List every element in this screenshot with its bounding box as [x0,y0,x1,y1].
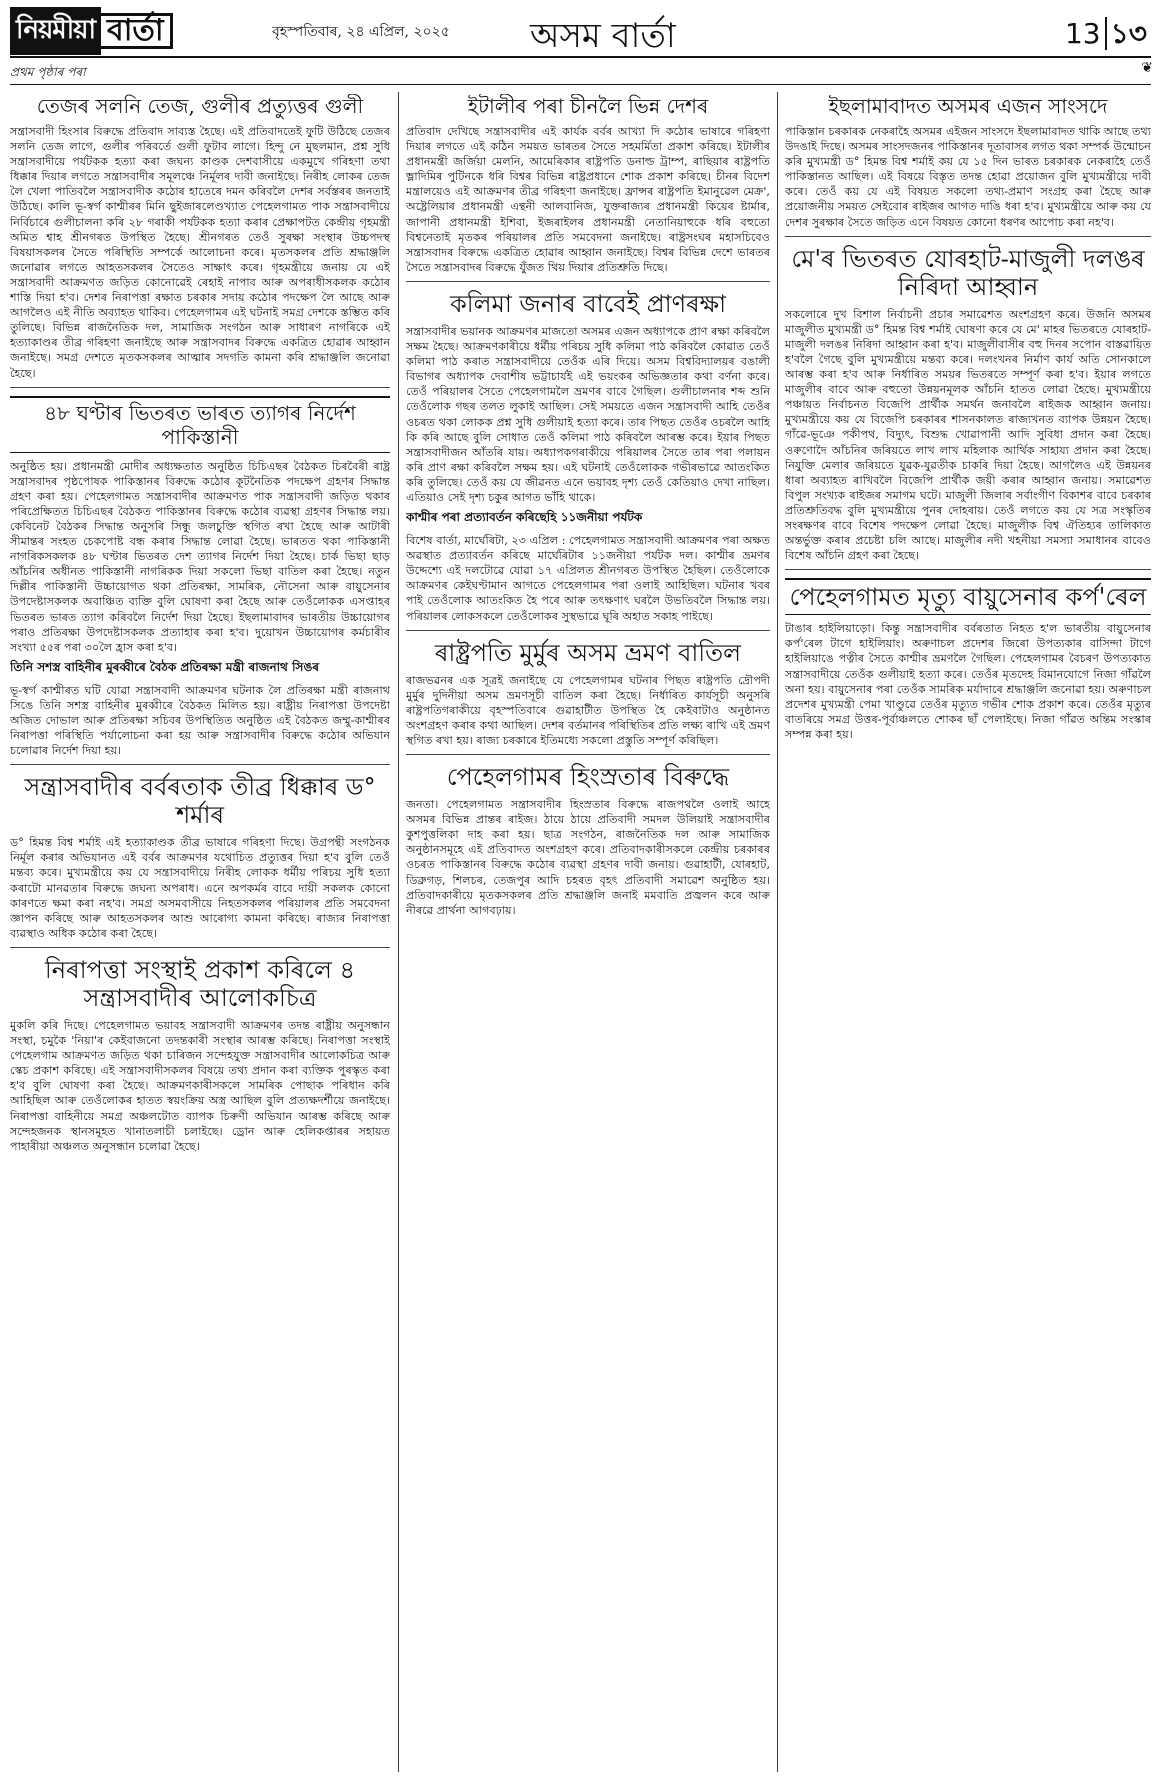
article-body: প্ৰতিবাদ দেখিছে সন্ত্ৰাসবাদীৰ এই কাৰ্যক বৰ্বৰ আখ্যা দি কঠোৰ ভাষাৰে গৰিহণা দিয়াৰ লগতে এই কঠিন সময়ত ভাৰতৰ সৈতে সহমৰ্মিতা প্ৰকাশ কৰিছে। ইটালীৰ প্ৰধানমন্ত্ৰী জৰ্জিয়া মেলনি, আমেৰিকাৰ ৰাষ্ট্ৰপতি ডনাল্ড ট্ৰাম্প, ৰাছিয়াৰ ৰাষ্ট্ৰপতি ভ্লাদিমিৰ পুটিনকে ধৰি বিশ্বৰ বিভিন্ন ৰাষ্ট্ৰপ্ৰধানে শোক প্ৰকাশ কৰিছে। চীনৰ বিদেশ মন্ত্ৰালয়েও এই আক্ৰমণৰ তীব্ৰ গৰিহণা জনাইছে। ফ্ৰান্সৰ ৰাষ্ট্ৰপতি ইমানুৱেল মেক্ৰ', অষ্ট্ৰেলিয়াৰ প্ৰধানমন্ত্ৰী এন্থনী আলবানিজ, যুক্তৰাজ্যৰ প্ৰধানমন্ত্ৰী কিয়েৰ ষ্টাৰ্মাৰ, জাপানী প্ৰধানমন্ত্ৰী ইশিবা, ইজৰাইলৰ প্ৰধানমন্ত্ৰী নেতানিয়াহুকে ধৰি বহুতো বিশ্বনেতাই মৃতকৰ পৰিয়ালৰ প্ৰতি সমবেদনা জনাইছে। ৰাষ্ট্ৰসংঘৰ মহাসচিবেও সন্ত্ৰাসবাদৰ বিৰুদ্ধে একত্ৰিত হোৱাৰ আহ্বান জনাইছে। বিশ্বৰ বিভিন্ন দেশে ভাৰতৰ সৈতে সন্ত্ৰাসবাদৰ বিৰুদ্ধে যুঁজত থিয় দিয়াৰ প্ৰতিশ্ৰুতি দিছে। [406,125,770,274]
article-body: সন্ত্ৰাসবাদী হিংসাৰ বিৰুদ্ধে প্ৰতিবাদ সাব্যস্ত হৈছে। এই প্ৰতিবাদতেই ফুটি উঠিছে তেজৰ সলনি তেজ লাগে, গুলীৰ পৰিবৰ্তে গুলী ফুটাব লাগে। হিন্দু নে মুছলমান, প্ৰশ্ন সুধি সন্ত্ৰাসবাদীয়ে পৰ্যটকক হত্যা কৰা জঘন্য কাণ্ডক দেশবাসীয়ে একমুখে গৰিহণা তথা ধিক্কাৰ দিয়াৰ লগতে সন্ত্ৰাসবাদীৰ সমূলঞ্চে নিৰ্মূলৰ দাবী জনাইছে। নিৰীহ লোকৰ তেজ লৈ খেলা পাতিবলৈ সন্ত্ৰাসবাদীক কঠোৰ হাতেৰে দমন কৰিবলৈ দেশৰ সৰ্বস্তৰৰ জনতাই উঠিছে। কালি ভূ-স্বৰ্গ কাশ্মীৰৰ মিনি ছুইজাৰলেণ্ডখ্যাত পেহেলগামত পাক সন্ত্ৰাসবাদীয়ে নিৰ্বিচাৰে গুলীচালনা কৰি ২৮ গৰাকী পৰ্যটকক হত্যা কৰাৰ প্ৰেক্ষাপটত কেন্দ্ৰীয় গৃহমন্ত্ৰী অমিত শ্বাহ শ্ৰীনগৰত উপস্থিত হৈছে। শ্ৰীনগৰত তেওঁ সুৰক্ষা সংস্থাৰ উচ্চপদস্থ বিষয়াসকলৰ সৈতে পৰিস্থিতি সম্পৰ্কে আলোচনা কৰে। মৃতসকলৰ প্ৰতি শ্ৰদ্ধাঞ্জলি জনোৱাৰ লগতে আহতসকলৰ সৈতেও সাক্ষাৎ কৰে। গৃহমন্ত্ৰীয়ে জনায় যে এই সন্ত্ৰাসবাদী আক্ৰমণত জড়িত কোনোৱেই ৰেহাই নাপাব আৰু অপৰাধীসকলক কঠোৰ শাস্তি দিয়া হ'ব। দেশৰ নিৰাপত্তা ৰক্ষাত চৰকাৰ সদায় কঠোৰ পদক্ষেপ লৈ আছে আৰু আগলৈও এই নীতি অব্যাহত থাকিব। পেহেলগামৰ এই ঘটনাই সমগ্ৰ দেশকে স্তম্ভিত কৰি তুলিছে। বিভিন্ন ৰাজনৈতিক দল, সামাজিক সংগঠন আৰু সাধাৰণ নাগৰিকে এই হত্যাকাণ্ডৰ তীব্ৰ গৰিহণা জনাইছে আৰু সন্ত্ৰাসবাদৰ বিৰুদ্ধে একত্ৰিত হোৱাৰ আহ্বান জনাইছে। সমগ্ৰ দেশতে মৃতকসকলৰ আত্মাৰ সদগতি কামনা কৰি শ্ৰদ্ধাঞ্জলি জনোৱা হৈছে। [10,125,390,380]
newspaper-logo [10,12,265,50]
headline: ৪৮ ঘণ্টাৰ ভিতৰত ভাৰত ত্যাগৰ নিৰ্দেশ পাকিস্তানী [10,396,390,453]
article-body: ভূ-স্বৰ্গ কাশ্মীৰত ঘটি যোৱা সন্ত্ৰাসবাদী আক্ৰমণৰ ঘটনাক লৈ প্ৰতিৰক্ষা মন্ত্ৰী ৰাজনাথ সিঙে তিনি সশস্ত্ৰ বাহিনীৰ মুৰব্বীৰে বৈঠকত মিলিত হয়। ৰাষ্ট্ৰীয় নিৰাপত্তা উপদেষ্টা অজিত দোভাল আৰু প্ৰতিৰক্ষা সচিবৰ উপস্থিতিত অনুষ্ঠিত এই বৈঠকত জম্মু-কাশ্মীৰৰ নিৰাপত্তা পৰিস্থিতি পৰ্যালোচনা কৰা হয় আৰু সন্ত্ৰাসবাদীৰ বিৰুদ্ধে কঠোৰ অভিযান চলোৱাৰ নিৰ্দেশ দিয়া হয়। [10,683,390,758]
masthead-rule [10,56,1151,58]
divider [406,630,770,631]
headline: নিৰাপত্তা সংস্থাই প্ৰকাশ কৰিলে ৪ সন্ত্ৰাসবাদীৰ আলোকচিত্ৰ [44,955,356,1012]
article-body: ড° হিমন্ত বিশ্ব শৰ্মাই এই হত্যাকাণ্ডক তীব্ৰ ভাষাৰে গৰিহণা দিছে। উগ্ৰপন্থী সংগঠনক নিৰ্মূল কৰাৰ অভিযানত এই বৰ্বৰ আক্ৰমণৰ যথোচিত প্ৰত্যুত্তৰ দিয়া হ'ব বুলি তেওঁ মন্তব্য কৰে। মুখ্যমন্ত্ৰীয়ে কয় যে সন্ত্ৰাসবাদীয়ে নিৰীহ লোকক ধৰ্মীয় পৰিচয় সুধি হত্যা কৰাটো মানৱতাৰ বিৰুদ্ধে জঘন্য অপৰাধ। এনে অপকৰ্মৰ বাবে দায়ী সকলক কোনো কাৰণতে ক্ষমা কৰা নহ'ব। সমগ্ৰ অসমবাসীয়ে নিহতসকলৰ পৰিয়ালৰ প্ৰতি সমবেদনা জ্ঞাপন কৰিছে আৰু আহতসকলৰ আশু আৰোগ্য কামনা কৰিছে। ৰাজ্যৰ নিৰাপত্তা ব্যৱস্থাও অধিক কঠোৰ কৰা হৈছে। [10,836,390,940]
divider [10,387,390,388]
page-number-en: 13 [1064,17,1101,50]
divider [406,281,770,282]
section-title: অসম বাৰ্তা [530,16,676,56]
page-number [1065,12,1147,59]
continued-label: প্ৰথম পৃষ্ঠাৰ পৰা [10,65,86,79]
subhead-rule [10,84,1151,85]
divider [785,236,1151,237]
column-2 [406,94,770,1774]
headline: সন্ত্ৰাসবাদীৰ বৰ্বৰতাক তীব্ৰ ধিক্কাৰ ড° শৰ্মাৰ [24,773,376,830]
logo-part-b: বাৰ্তা [101,13,173,49]
page-number-as: ১৩ [1105,17,1147,50]
article-body: ৰাজভৱনৰ এক সূত্ৰই জনাইছে যে পেহেলগামৰ ঘটনাৰ পিছত ৰাষ্ট্ৰপতি দ্ৰৌপদী মুৰ্মুৰ দুদিনীয়া অসম ভ্ৰমণসূচী বাতিল কৰা হৈছে। নিৰ্ধাৰিত কাৰ্যসূচী অনুসৰি ৰাষ্ট্ৰপতিগৰাকীয়ে বৃহস্পতিবাৰে গুৱাহাটীত উপস্থিত হৈ কেইবাটাও অনুষ্ঠানত অংশগ্ৰহণ কৰাৰ কথা আছিল। দেশৰ বৰ্তমানৰ পৰিস্থিতিৰ প্ৰতি লক্ষ্য ৰাখি এই ভ্ৰমণ স্থগিত ৰখা হয়। ৰাজ্য চৰকাৰে ইতিমধ্যে সকলো প্ৰস্তুতি সম্পূৰ্ণ কৰিছিল। [406,673,770,747]
divider [10,764,390,765]
article-body: সকলোৰে দুখ বিশাল নিৰ্বাচনী প্ৰচাৰ সমাৱেশত অংশগ্ৰহণ কৰে। উজনি অসমৰ মাজুলীত মুখ্যমন্ত্ৰী ড° হিমন্ত বিশ্ব শৰ্মাই ঘোষণা কৰে যে মে' মাহৰ ভিতৰতে যোৰহাট-মাজুলী দলঙৰ নিৰিদা আহ্বান কৰা হ'ব। মাজুলীবাসীৰ বহু দিনৰ সপোন বাস্তৱায়িত হ'বলৈ গৈছে বুলি মুখ্যমন্ত্ৰীয়ে মন্তব্য কৰে। দলংখনৰ নিৰ্মাণ কাৰ্য অতি সোনকালে আৰম্ভ কৰা হ'ব আৰু নিৰ্ধাৰিত সময়ৰ ভিতৰতে সম্পূৰ্ণ কৰা হ'ব। ইয়াৰ লগতে মাজুলীৰ বাবে আৰু বহুতো উন্নয়নমূলক আঁচনি হাতত লোৱা হৈছে। মুখ্যমন্ত্ৰীয়ে পঞ্চায়ত নিৰ্বাচনত বিজেপি প্ৰাৰ্থীক সমৰ্থন জনাবলৈ ৰাইজক আহ্বান জনায়। মুখ্যমন্ত্ৰীয়ে কয় যে বিজেপি চৰকাৰৰ শাসনকালত ৰাজ্যখনত ব্যাপক উন্নয়ন হৈছে। গাঁৱে-ভূঞে পকীপথ, বিদ্যুৎ, বিশুদ্ধ খোৱাপানী আদি সুবিধা প্ৰদান কৰা হৈছে। ওৰুণোদৈ আঁচনিৰ জৰিয়তে লাখ লাখ মহিলাক আৰ্থিক সাহায্য প্ৰদান কৰা হৈছে। নিযুক্তি মেলাৰ জৰিয়তে যুৱক-যুৱতীক চাকৰি দিয়া হৈছে। আগলৈও এই উন্নয়নৰ ধাৰা অব্যাহত ৰাখিবলৈ বিজেপি প্ৰাৰ্থীক জয়ী কৰাৰ আহ্বান জনায়। সমাৱেশত বিপুল সংখ্যক ৰাইজৰ সমাগম ঘটে। মাজুলী জিলাৰ সৰ্বাংগীণ বিকাশৰ বাবে চৰকাৰ প্ৰতিশ্ৰুতিবদ্ধ বুলি মুখ্যমন্ত্ৰীয়ে পুনৰ দোহৰায়। তেওঁ লগতে কয় যে সত্ৰ সংস্কৃতিৰ সংৰক্ষণৰ বাবে বিশেষ পদক্ষেপ লোৱা হৈছে। মাজুলীক বিশ্ব ঐতিহ্যৰ তালিকাত অন্তৰ্ভুক্ত কৰাৰ প্ৰচেষ্টা চলি আছে। মাজুলীৰ নদী খহনীয়া সমস্যা সমাধানৰ বাবেও বিশেষ আঁচনি গ্ৰহণ কৰা হৈছে। [785,307,1151,563]
column-divider [398,92,399,1772]
headline: কলিমা জনাৰ বাবেই প্ৰাণৰক্ষা [449,289,727,318]
headline: ইটালীৰ পৰা চীনলৈ ভিন্ন দেশৰ [467,94,709,118]
article-body: বিশেষ বাৰ্তা, মাৰ্ঘেৰিটা, ২৩ এপ্ৰিল : পেহেলগামত সন্ত্ৰাসবাদী আক্ৰমণৰ পৰা অক্ষত অৱস্থাত প্ৰত্যাবৰ্তন কৰিছে মাৰ্ঘেৰিটাৰ ১১জনীয়া পৰ্যটক দল। কাশ্মীৰ ভ্ৰমণৰ উদ্দেশ্যে এই দলটোৱে যোৱা ১৭ এপ্ৰিলত শ্ৰীনগৰত উপস্থিত হৈছিল। তেওঁলোকে আক্ৰমণৰ কেইঘণ্টামান আগতে পেহেলগামৰ পৰা ওলাই আহিছিল। ঘটনাৰ খবৰ পাই তেওঁলোক আতংকিত হৈ পৰে আৰু তৎক্ষণাৎ ঘৰলৈ উভতিবলৈ সিদ্ধান্ত লয়। পৰিয়ালৰ লোকসকলে তেওঁলোকৰ সুস্থভাৱে ঘূৰি অহাত সকাহ পাইছে। [406,534,770,623]
headline: ইছলামাবাদত অসমৰ এজন সাংসদে [828,94,1108,118]
column-3 [785,94,1151,1774]
article-body: মুকলি কৰি দিছে। পেহেলগামত ভয়াবহ সন্ত্ৰাসবাদী আক্ৰমণৰ তদন্ত ৰাষ্ট্ৰীয় অনুসন্ধান সংস্থা, চমুকৈ 'নিয়া'ৰ কেইবাজনো তদন্তকাৰী সংস্থাৰ আৰম্ভ কৰিছে। নিৰাপত্তা সংস্থাই পেহেলগাম আক্ৰমণত জড়িত থকা চাৰিজন সন্দেহযুক্ত সন্ত্ৰাসবাদীৰ আলোকচিত্ৰ আৰু স্কেচ প্ৰকাশ কৰিছে। এই সন্ত্ৰাসবাদীসকলৰ বিষয়ে তথ্য প্ৰদান কৰা ব্যক্তিক পুৰস্কৃত কৰা হ'ব বুলি ঘোষণা কৰা হৈছে। আক্ৰমণকাৰীসকলে সামৰিক পোছাক পৰিধান কৰি আহিছিল আৰু তেওঁলোকৰ হাতত স্বয়ংক্ৰিয় অস্ত্ৰ আছিল বুলি প্ৰত্যক্ষদৰ্শীয়ে জনাইছে। নিৰাপত্তা বাহিনীয়ে সমগ্ৰ অঞ্চলটোত ব্যাপক চিৰুণী অভিযান আৰম্ভ কৰিছে আৰু সন্দেহজনক স্থানসমূহত খানাতলাচী চলাইছে। ড্ৰোন আৰু হেলিকপ্তাৰৰ সহায়ত পাহাৰীয়া অঞ্চলত অনুসন্ধান চলোৱা হৈছে। [10,1018,390,1153]
headline: মে'ৰ ভিতৰত যোৰহাট-মাজুলী দলঙৰ নিৰিদা আহ্বান [791,244,1145,301]
article-body: জনতা। পেহেলগামত সন্ত্ৰাসবাদীৰ হিংস্ৰতাৰ বিৰুদ্ধে ৰাজপথলৈ ওলাই আহে অসমৰ বিভিন্ন প্ৰান্তৰ ৰাইজ। ঠায়ে ঠায়ে প্ৰতিবাদী সমদল উলিয়াই সন্ত্ৰাসবাদীৰ কুশপুত্তলিকা দাহ কৰা হয়। ছাত্ৰ সংগঠন, ৰাজনৈতিক দল আৰু সামাজিক অনুষ্ঠানসমূহে এই প্ৰতিবাদত অংশগ্ৰহণ কৰে। প্ৰতিবাদকাৰীসকলে কেন্দ্ৰীয় চৰকাৰৰ ওচৰত পাকিস্তানৰ বিৰুদ্ধে কঠোৰ ব্যৱস্থা গ্ৰহণৰ দাবী জনায়। গুৱাহাটী, যোৰহাট, ডিব্ৰুগড়, শিলচৰ, তেজপুৰ আদি চহৰত বৃহৎ প্ৰতিবাদী সমাৱেশ অনুষ্ঠিত হয়। প্ৰতিবাদকাৰীয়ে মৃতকসকলৰ প্ৰতি শ্ৰদ্ধাঞ্জলি জনাই মমবাতি প্ৰজ্বলন কৰে আৰু নীৰৱে প্ৰাৰ্থনা আগবঢ়ায়। [406,798,770,917]
article-body: সন্ত্ৰাসবাদীৰ ভয়ানক আক্ৰমণৰ মাজতো অসমৰ এজন অধ্যাপকে প্ৰাণ ৰক্ষা কৰিবলৈ সক্ষম হৈছে। আক্ৰমণকাৰীয়ে ধৰ্মীয় পৰিচয় সুধি কলিমা পাঠ কৰিবলৈ কোৱাত তেওঁ কলিমা পাঠ কৰাত সন্ত্ৰাসবাদীয়ে তেওঁক এৰি দিয়ে। অসম বিশ্ববিদ্যালয়ৰ বঙালী বিভাগৰ অধ্যাপক দেবাশীষ ভট্টাচাৰ্যই এই ভয়ংকৰ অভিজ্ঞতাৰ কথা বৰ্ণনা কৰে। তেওঁ পৰিয়ালৰ সৈতে পেহেলগামলৈ ভ্ৰমণৰ বাবে গৈছিল। গুলীচালনাৰ শব্দ শুনি তেওঁলোক গছৰ তলত লুকাই আছিল। সেই সময়তে এজন সন্ত্ৰাসবাদী আহি তেওঁৰ ওচৰত থকা লোকক প্ৰশ্ন সুধি গুলীয়াই হত্যা কৰে। তাৰ পিছত তেওঁৰ ওচৰলৈ আহি কি কৰি আছে বুলি সোধাত তেওঁ কলিমা পাঠ কৰিবলৈ আৰম্ভ কৰে। ইয়াৰ পিছত সন্ত্ৰাসবাদীজন আঁতৰি যায়। অধ্যাপকগৰাকীয়ে পৰিয়ালৰ সৈতে তাৰ পৰা পলায়ন কৰি প্ৰাণ ৰক্ষা কৰিবলৈ সক্ষম হয়। এই ঘটনাই তেওঁলোকক গভীৰভাৱে আতংকিত কৰি তুলিছে। তেওঁ কয় যে জীৱনত এনে ভয়াবহ দৃশ্য তেওঁ কেতিয়াও দেখা নাছিল। এতিয়াও সেই দৃশ্য চকুৰ আগত ভাঁহি থাকে। [406,324,770,504]
article-body: অনুষ্ঠিত হয়। প্ৰধানমন্ত্ৰী মোদীৰ অধ্যক্ষতাত অনুষ্ঠিত চিচিএছৰ বৈঠকত চিৰবৈৰী ৰাষ্ট্ৰ সন্ত্ৰাসবাদৰ পৃষ্ঠপোষক পাকিস্তানৰ বিৰুদ্ধে কঠোৰ কূটনৈতিক পদক্ষেপ গ্ৰহণৰ সিদ্ধান্ত গ্ৰহণ কৰা হয়। পেহেলগামত সন্ত্ৰাসবাদীৰ আক্ৰমণত পাক সন্ত্ৰাসবাদী জড়িত থকাৰ পৰিপ্ৰেক্ষিতত চিচিএছৰ বৈঠকত পাকিস্তানৰ বিৰুদ্ধে কঠোৰ ব্যৱস্থা গ্ৰহণৰ সিদ্ধান্ত লয়। কেবিনেট বৈঠকৰ সিদ্ধান্ত অনুসৰি সিন্ধু জলচুক্তি স্থগিত ৰখা হৈছে আৰু আটাৰী সীমান্তৰ সংহত চেকপোষ্ট বন্ধ কৰাৰ সিদ্ধান্ত লোৱা হৈছে। ভাৰতত থকা পাকিস্তানী নাগৰিকসকলক ৪৮ ঘণ্টাৰ ভিতৰত দেশ ত্যাগৰ নিৰ্দেশ দিয়া হৈছে। চাৰ্ক ভিছা ছাড় আঁচনিৰ অধীনত পাকিস্তানী নাগৰিকক দিয়া সকলো ভিছা বাতিল কৰা হৈছে। নতুন দিল্লীৰ পাকিস্তানী উচ্চায়োগত থকা প্ৰতিৰক্ষা, সামৰিক, নৌসেনা আৰু বায়ুসেনাৰ উপদেষ্টাসকলক অবাঞ্চিত ব্যক্তি বুলি ঘোষণা কৰা হৈছে আৰু তেওঁলোকক এসপ্তাহৰ ভিতৰত ভাৰত ত্যাগ কৰিবলৈ নিৰ্দেশ দিয়া হৈছে। ইছলামাবাদৰ ভাৰতীয় উচ্চায়োগৰ পৰাও প্ৰতিৰক্ষা উপদেষ্টাসকলক প্ৰত্যাহাৰ কৰা হ'ব। দুয়োখন উচ্চায়োগৰ কৰ্মচাৰীৰ সংখ্যা ৫৫ৰ পৰা ৩০লৈ হ্ৰাস কৰা হ'ব। [10,459,390,654]
headline: ৰাষ্ট্ৰপতি মুৰ্মুৰ অসম ভ্ৰমণ বাতিল [434,638,742,667]
issue-date: বৃহস্পতিবাৰ, ২৪ এপ্ৰিল, ২০২৫ [272,24,450,40]
column-divider [777,92,778,1772]
subheadline: তিনি সশস্ত্ৰ বাহিনীৰ মুৰব্বীৰে বৈঠক প্ৰতিৰক্ষা মন্ত্ৰী ৰাজনাথ সিঙৰ [10,659,320,674]
divider [785,569,1151,570]
column-1 [10,94,390,1774]
subheadline: কাশ্মীৰ পৰা প্ৰত্যাবৰ্তন কৰিছেহি ১১জনীয়া পৰ্যটক [406,510,643,525]
headline: পেহেলগামত মৃত্যু বায়ুসেনাৰ কৰ্প'ৰেল [785,578,1151,615]
masthead [10,10,1151,54]
logo-part-a: নিয়মীয়া [10,7,101,55]
ornament-icon: ❦ [1141,60,1153,76]
divider [406,754,770,755]
headline: পেহেলগামৰ হিংস্ৰতাৰ বিৰুদ্ধে [446,763,730,792]
article-body: পাকিস্তান চৰকাৰক নেকৰাহৈ অসমৰ এইজন সাংসদে ইছলামাবাদত থাকি আছে তথ্য উদঙাই দিছে। অসমৰ সাংসদজনৰ পাকিস্তানৰ দূতাবাসৰ লগত থকা সম্পৰ্ক উন্মোচন কৰি মুখ্যমন্ত্ৰী ড° হিমন্ত বিশ্ব শৰ্মাই কয় যে ১৫ দিন ভাৰত চৰকাৰক নেকৰাহৈ তেওঁ পাকিস্তানত আছিল। এই বিষয়ে বিস্তৃত তদন্ত হোৱা প্ৰয়োজন বুলি মুখ্যমন্ত্ৰীয়ে দাবী কৰে। তেওঁ কয় যে এই বিষয়ত সকলো তথ্য-প্ৰমাণ সংগ্ৰহ কৰা হৈছে আৰু প্ৰয়োজনীয় সময়ত সেইবোৰ ৰাইজৰ আগত দাঙি ধৰা হ'ব। মুখ্যমন্ত্ৰীয়ে আৰু কয় যে দেশৰ সুৰক্ষাৰ সৈতে জড়িত এনে বিষয়ত কোনো ধৰণৰ আপোচ কৰা নহ'ব। [785,125,1151,229]
headline: তেজৰ সলনি তেজ, গুলীৰ প্ৰত্যুত্তৰ গুলী [36,94,364,118]
divider [10,947,390,948]
article-body: টাঙাৰ হাইলিয়াড়ো। কিন্তু সন্ত্ৰাসবাদীৰ বৰ্বৰতাত নিহত হ'ল ভাৰতীয় বায়ুসেনাৰ কৰ্প'ৰেল টাগে হাইলিয়াং। অৰুণাচল প্ৰদেশৰ জিৰো উপত্যকাৰ বাসিন্দা টাগে হাইলিয়াঙে পত্নীৰ সৈতে কাশ্মীৰ ভ্ৰমণলৈ গৈছিল। পেহেলগামৰ বৈচৰণ উপত্যকাত সন্ত্ৰাসবাদীয়ে তেওঁক গুলীয়াই হত্যা কৰে। তেওঁৰ মৃতদেহ বিমানযোগে নিজা গাঁৱলৈ অনা হয়। বায়ুসেনাৰ পৰা তেওঁক সামৰিক মৰ্যাদাৰে শ্ৰদ্ধাঞ্জলি জনোৱা হয়। অৰুণাচল প্ৰদেশৰ মুখ্যমন্ত্ৰী পেমা খাণ্ডুৱে তেওঁৰ মৃত্যুত গভীৰ শোক প্ৰকাশ কৰে। তেওঁৰ মৃত্যুৰ বাতৰিয়ে সমগ্ৰ উত্তৰ-পূৰ্বাঞ্চলতে শোকৰ ছাঁ পেলাইছে। নিজা গাঁৱত অন্তিম সংস্কাৰ সম্পন্ন কৰা হয়। [785,622,1151,741]
